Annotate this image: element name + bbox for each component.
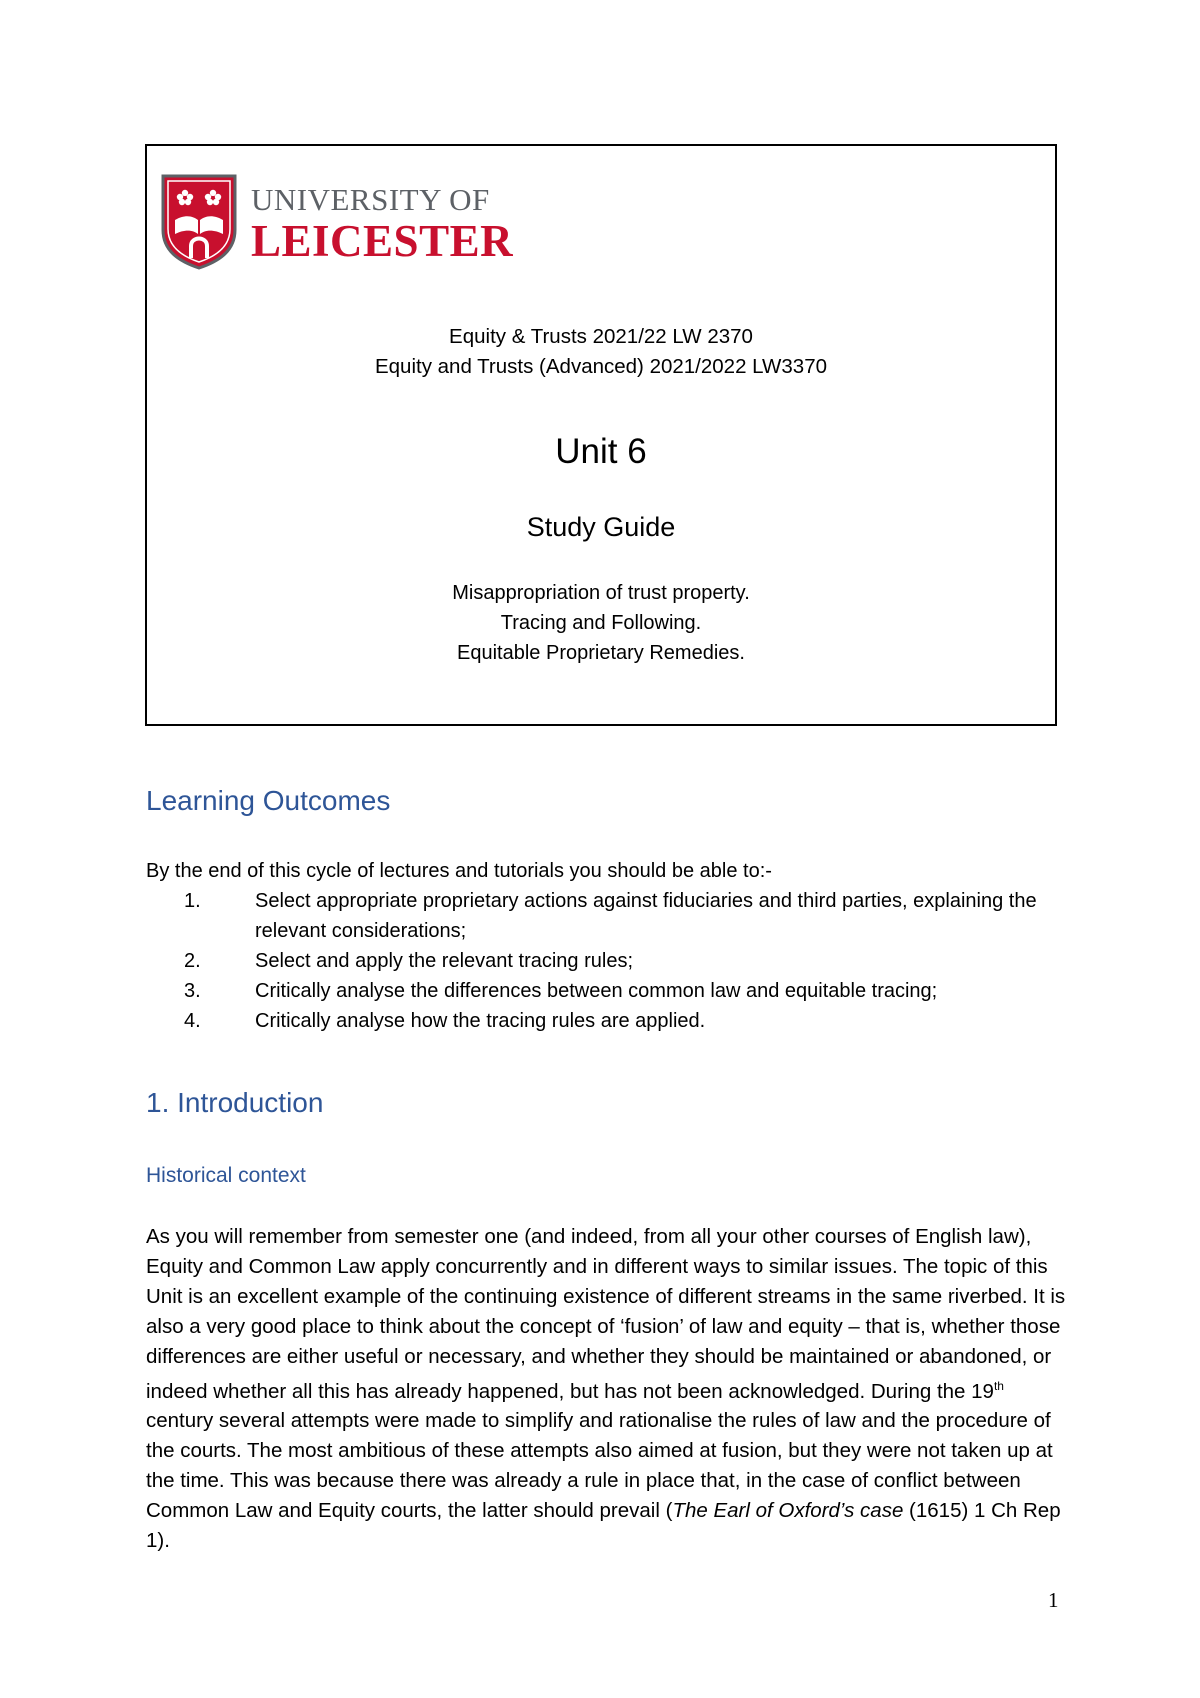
learning-outcomes-intro: By the end of this cycle of lectures and tutorials you should be able to:-: [146, 860, 772, 882]
topic-line: Equitable Proprietary Remedies.: [457, 642, 745, 664]
course-codes: [147, 322, 1055, 382]
paragraph-text: (1615) 1 Ch Rep 1).: [146, 1498, 1061, 1552]
list-item: [146, 1006, 1066, 1036]
page-number: 1: [1048, 1588, 1059, 1612]
logo-text-leicester: LEICESTER: [251, 216, 514, 266]
topic-line: Misappropriation of trust property.: [452, 582, 750, 604]
list-number: 1.: [184, 890, 201, 912]
list-text: Select and apply the relevant tracing rules;: [255, 950, 633, 972]
unit-topics: [147, 578, 1055, 668]
list-text: Critically analyse the differences between common law and equitable tracing;: [255, 980, 938, 1002]
introduction-heading: 1. Introduction: [146, 1087, 324, 1118]
list-text: Select appropriate proprietary actions against fiduciaries and third parties, explaining the relevant considerations;: [255, 890, 1037, 942]
superscript-th: th: [993, 1378, 1004, 1393]
case-citation: The Earl of Oxford’s case: [672, 1498, 904, 1522]
list-item: [146, 946, 1066, 976]
list-number: 3.: [184, 980, 201, 1002]
study-guide-subtitle: Study Guide: [526, 512, 676, 542]
paragraph-text: century several attempts were made to simplify and rationalise the rules of law and the procedure of the courts. The most ambitious of these attempts also aimed at fusion, but they were not taken up at the time. This was because there was already a rule in place that, in the case of conflict between Common Law and Equity courts, the latter should prevail (: [146, 1409, 1053, 1522]
list-item: [146, 886, 1066, 946]
learning-outcomes-list: [146, 886, 1066, 1036]
list-number: 2.: [184, 950, 201, 972]
list-item: [146, 976, 1066, 1006]
list-text: Critically analyse how the tracing rules are applied.: [255, 1010, 706, 1032]
learning-outcomes-heading: Learning Outcomes: [146, 785, 391, 816]
course-line-2: Equity and Trusts (Advanced) 2021/2022 LW3370: [374, 355, 828, 378]
list-number: 4.: [184, 1010, 201, 1032]
crest-icon: [161, 174, 237, 270]
course-line-1: Equity & Trusts 2021/22 LW 2370: [449, 325, 753, 348]
logo-text-university-of: UNIVERSITY OF: [251, 182, 490, 217]
introduction-paragraph: [146, 1222, 1070, 1556]
university-logo: [161, 174, 513, 270]
unit-title: Unit 6: [555, 432, 647, 471]
cover-box: [145, 144, 1057, 726]
paragraph-text: As you will remember from semester one (and indeed, from all your other courses of English law), Equity and Common Law apply concurrently and in different ways to similar issues. The topic of this Unit is an excellent example of the continuing existence of different streams in the same riverbed. It is also a very good place to think about the concept of ‘fusion’ of law and equity – that is, whether those differences are either useful or necessary, and whether they should be maintained or abandoned, or indeed whether all this has already happened, but has not been acknowledged. During the 19: [146, 1225, 1066, 1403]
historical-context-subheading: Historical context: [146, 1164, 306, 1187]
topic-line: Tracing and Following.: [500, 612, 702, 634]
